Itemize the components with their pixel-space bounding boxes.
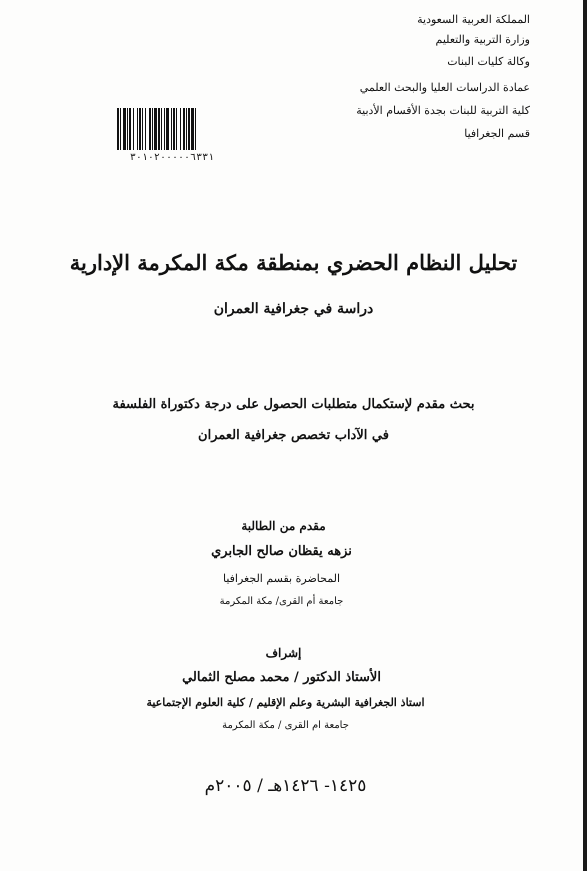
supervisor-name: الأستاذ الدكتور / محمد مصلح الثمالي [182,670,381,685]
header-college: كلية التربية للبنات بجدة الأقسام الأدبية [356,104,530,117]
barcode-bar [191,108,194,150]
barcode-bar [176,108,177,150]
page-edge-shadow [583,0,587,871]
barcode-bar [183,108,185,150]
barcode-bar [161,108,162,150]
header-department: قسم الجغرافيا [464,127,530,140]
barcode-bar [139,108,141,150]
barcode-bar [137,108,138,150]
header-deanship: عمادة الدراسات العليا والبحث العلمي [359,81,530,94]
header-ministry: وزارة التربية والتعليم [435,33,530,46]
barcode-bar [188,108,190,150]
barcode-bar [120,108,121,150]
student-position: المحاضرة بقسم الجغرافيا [222,572,340,585]
barcode-bar [186,108,187,150]
barcode-bar [195,108,196,150]
barcode-bar [129,108,131,150]
thesis-subtitle: دراسة في جغرافية العمران [213,301,374,317]
barcode-bar [142,108,143,150]
header-agency: وكالة كليات البنات [447,55,530,68]
barcode-bar [152,108,153,150]
student-university: جامعة أم القرى/ مكة المكرمة [219,596,344,607]
barcode-bar [164,108,165,150]
barcode-bar [158,108,160,150]
barcode-number: ٣٠١٠٢٠٠٠٠٠٦٣٣١ [129,152,215,163]
barcode-bar [154,108,157,150]
barcode-bar [180,108,181,150]
barcode-bar [133,108,134,150]
barcode-bar [171,108,172,150]
barcode-bar [145,108,146,150]
barcode-bar [173,108,175,150]
thesis-date: ١٤٢٥- ١٤٢٦هـ / ٢٠٠٥م [204,776,367,796]
barcode [116,108,228,168]
header-kingdom: المملكة العربية السعودية [417,13,530,26]
barcode-bar [117,108,119,150]
purpose-line-2: في الآداب تخصص جغرافية العمران [198,428,389,443]
student-label: مقدم من الطالبة [241,519,326,533]
supervisor-university: جامعة ام القرى / مكة المكرمة [222,720,349,731]
barcode-bar [127,108,128,150]
supervisor-position: استاذ الجغرافية البشرية وعلم الإقليم / كلية العلوم الإجتماعية [146,696,425,709]
barcode-bar [123,108,126,150]
student-name: نزهه يقظان صالح الجابري [211,544,352,559]
barcode-bars [116,108,228,150]
thesis-title: تحليل النظام الحضري بمنطقة مكة المكرمة الإدارية [69,250,518,275]
purpose-line-1: بحث مقدم لإستكمال متطلبات الحصول على درجة دكتوراة الفلسفة [112,397,475,412]
barcode-bar [149,108,151,150]
barcode-bar [166,108,169,150]
supervisor-label: إشراف [265,646,302,660]
